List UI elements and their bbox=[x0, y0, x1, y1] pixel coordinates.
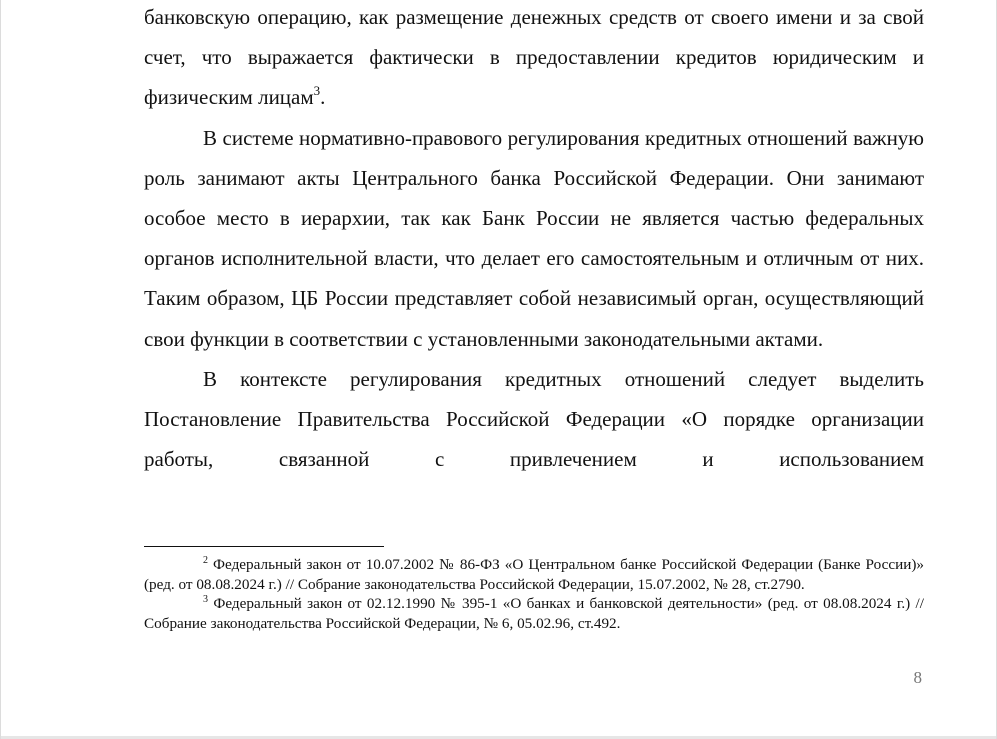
body-text bbox=[144, 0, 924, 479]
footnote-3-text: Федеральный закон от 02.12.1990 № 395-1 «О банках и банковской деятельности» (ред. от 08.08.2024 г.) // Собрание законодательства Российской Федерации, № 6, 05.02.96, ст.492. bbox=[144, 595, 924, 632]
footnote-separator bbox=[144, 546, 384, 547]
paragraph-1-tail: . bbox=[320, 85, 326, 110]
paragraph-1 bbox=[144, 0, 924, 118]
paragraph-2: В системе нормативно-правового регулирования кредитных отношений важную роль занимают акты Центрального банка Российской Федерации. Они занимают особое место в иерархии, так как Банк России не является частью федеральных органов исполнительной власти, что делает его самостоятельным и отличным от них. Таким образом, ЦБ России представляет собой независимый орган, осуществляющий свои функции в соответствии с установленными законодательными актами. bbox=[144, 125, 924, 351]
footnote-number-2: 2 bbox=[203, 554, 208, 566]
footnote-reference-3[interactable]: 3 bbox=[313, 83, 321, 99]
paragraph-1-text: банковскую операцию, как размещение денежных средств от своего имени и за свой счет, что выражается фактически в предоставлении кредитов юридическим и физическим лицам bbox=[144, 5, 924, 110]
page-number: 8 bbox=[913, 668, 922, 687]
footnote-number-3: 3 bbox=[203, 594, 208, 606]
footnote-3 bbox=[144, 594, 924, 633]
footnote-2 bbox=[144, 555, 924, 594]
paragraph-3: В контексте регулирования кредитных отношений следует выделить Постановление Правительства Российской Федерации «О порядке организации работы, связанной с привлечением и использованием bbox=[144, 366, 924, 472]
footnotes-area bbox=[144, 555, 924, 633]
footnote-2-text: Федеральный закон от 10.07.2002 № 86-ФЗ «О Центральном банке Российской Федерации (Банке России)» (ред. от 08.08.2024 г.) // Собрание законодательства Российской Федерации, 15.07.2002, № 28, ст.2790. bbox=[144, 556, 924, 593]
